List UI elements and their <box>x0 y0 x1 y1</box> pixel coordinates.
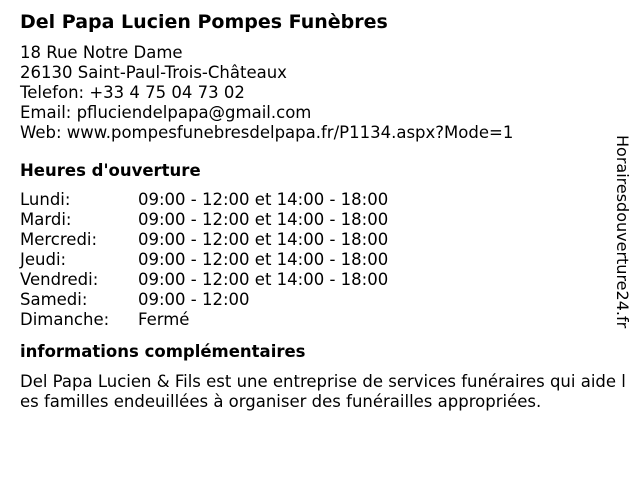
hours-row-monday <box>20 190 388 210</box>
day-hours: 09:00 - 12:00 <box>138 290 250 309</box>
hours-row-thursday <box>20 250 388 270</box>
day-label: Jeudi: <box>20 250 67 269</box>
day-hours: 09:00 - 12:00 et 14:00 - 18:00 <box>138 250 389 269</box>
day-label: Samedi: <box>20 290 88 309</box>
email-address[interactable]: Email: pfluciendelpapa@gmail.com <box>20 103 312 122</box>
hours-row-tuesday <box>20 210 388 230</box>
opening-hours-table <box>20 190 388 330</box>
day-hours: 09:00 - 12:00 et 14:00 - 18:00 <box>138 230 389 249</box>
day-label: Lundi: <box>20 190 71 209</box>
phone-number[interactable]: Telefon: +33 4 75 04 73 02 <box>20 83 245 102</box>
site-watermark: Horairesdouverture24.fr <box>613 135 632 329</box>
day-hours: 09:00 - 12:00 et 14:00 - 18:00 <box>138 210 389 229</box>
day-label: Mercredi: <box>20 230 98 249</box>
additional-info-heading: informations complémentaires <box>20 342 306 361</box>
business-description: Del Papa Lucien & Fils est une entreprise de services funéraires qui aide les familles endeuillées à organiser des funérailles appropriées. <box>20 372 626 411</box>
day-hours: 09:00 - 12:00 et 14:00 - 18:00 <box>138 270 389 289</box>
day-label: Vendredi: <box>20 270 99 289</box>
day-label: Mardi: <box>20 210 72 229</box>
address-city: 26130 Saint-Paul-Trois-Châteaux <box>20 63 287 82</box>
hours-row-friday <box>20 270 388 290</box>
business-title: Del Papa Lucien Pompes Funèbres <box>20 11 388 33</box>
hours-row-sunday <box>20 310 388 330</box>
day-hours: Fermé <box>138 310 190 329</box>
opening-hours-heading: Heures d'ouverture <box>20 161 201 180</box>
hours-row-wednesday <box>20 230 388 250</box>
address-street: 18 Rue Notre Dame <box>20 43 183 62</box>
day-label: Dimanche: <box>20 310 110 329</box>
website-link[interactable]: Web: www.pompesfunebresdelpapa.fr/P1134.aspx?Mode=1 <box>20 123 514 142</box>
hours-row-saturday <box>20 290 388 310</box>
day-hours: 09:00 - 12:00 et 14:00 - 18:00 <box>138 190 389 209</box>
